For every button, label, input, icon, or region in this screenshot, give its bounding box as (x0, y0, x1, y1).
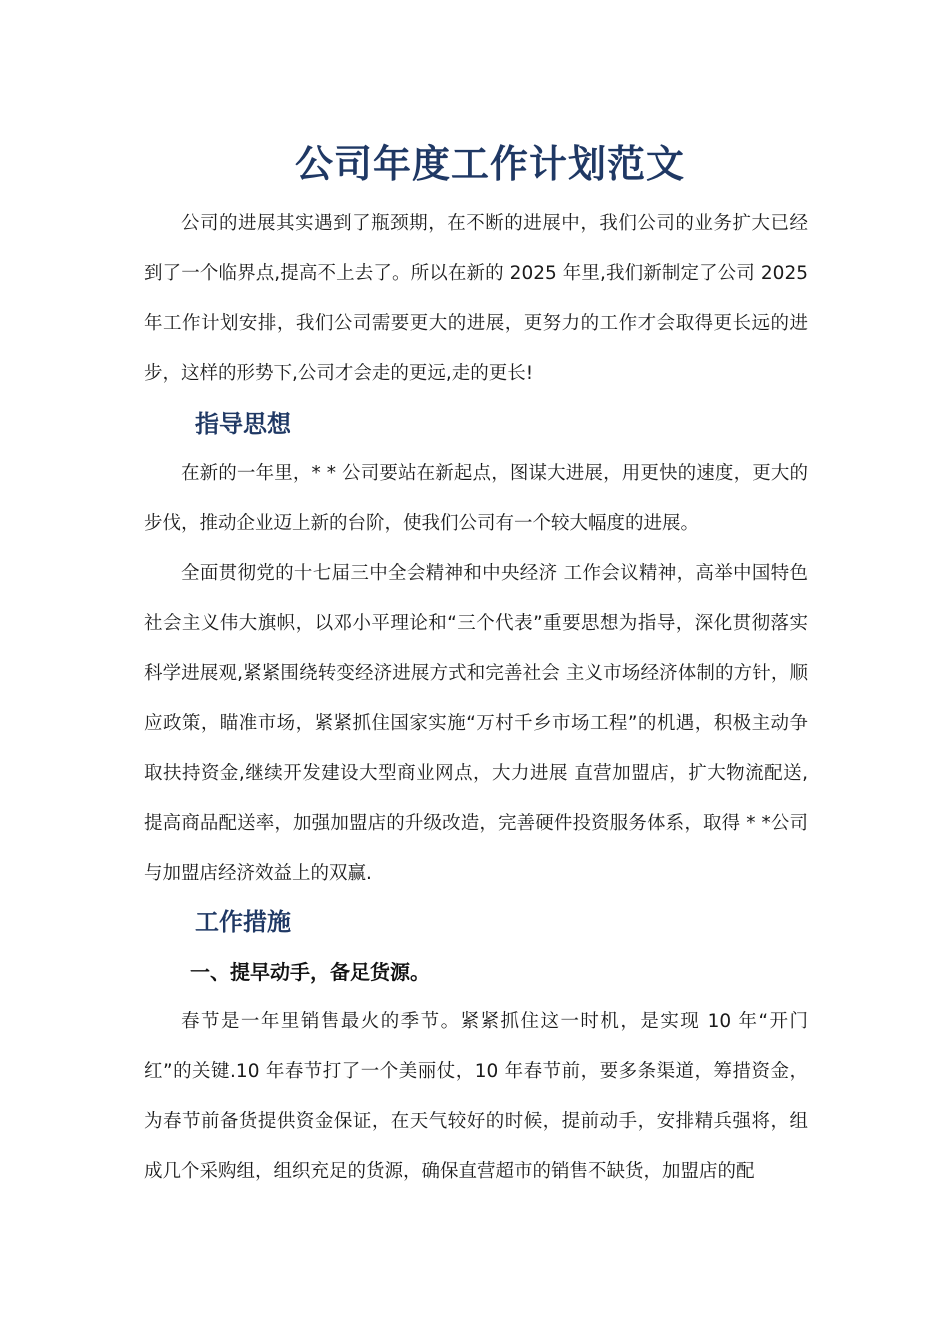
measures-paragraph-1: 春节是一年里销售最火的季节。紧紧抓住这一时机，是实现 10 年“开门红”的关键.10 年春节打了一个美丽仗，10 年春节前，要多条渠道，筹措资金，为春节前备货提供资金保证，在天气较好的时候，提前动手，安排精兵强将，组成几个采购组，组织充足的货源，确保直营超市的销售不缺货，加盟店的配 (144, 1011, 808, 1182)
guiding-paragraph-2: 全面贯彻党的十七届三中全会精神和中央经济 工作会议精神，高举中国特色社会主义伟大旗帜，以邓小平理论和“三个代表”重要思想为指导，深化贯彻落实科学进展观,紧紧围绕转变经济进展方式和完善社会 主义市场经济体制的方针，顺应政策，瞄准市场，紧紧抓住国家实施“万村千乡市场工程”的机遇，积极主动争取扶持资金,继续开发建设大型商业网点，大力进展 直营加盟店，扩大物流配送,提高商品配送率，加强加盟店的升级改造，完善硬件投资服务体系，取得 * *公司与加盟店经济效益上的双赢. (144, 563, 808, 884)
sub-heading-prepare-goods: 一、提早动手，备足货源。 (190, 960, 430, 984)
guiding-paragraph-1: 在新的一年里，* * 公司要站在新起点，图谋大进展，用更快的速度，更大的步伐，推动企业迈上新的台阶，使我们公司有一个较大幅度的进展。 (144, 463, 808, 534)
section-heading-work-measures: 工作措施 (195, 908, 291, 936)
intro-paragraph: 公司的进展其实遇到了瓶颈期，在不断的进展中，我们公司的业务扩大已经到了一个临界点,提高不上去了。所以在新的 2025 年里,我们新制定了公司 2025 年工作计划安排，我们公司需要更大的进展，更努力的工作才会取得更长远的进步，这样的形势下,公司才会走的更远,走的更长! (144, 213, 808, 384)
section-heading-guiding-ideology: 指导思想 (195, 410, 291, 438)
document-title: 公司年度工作计划范文 (294, 142, 685, 186)
